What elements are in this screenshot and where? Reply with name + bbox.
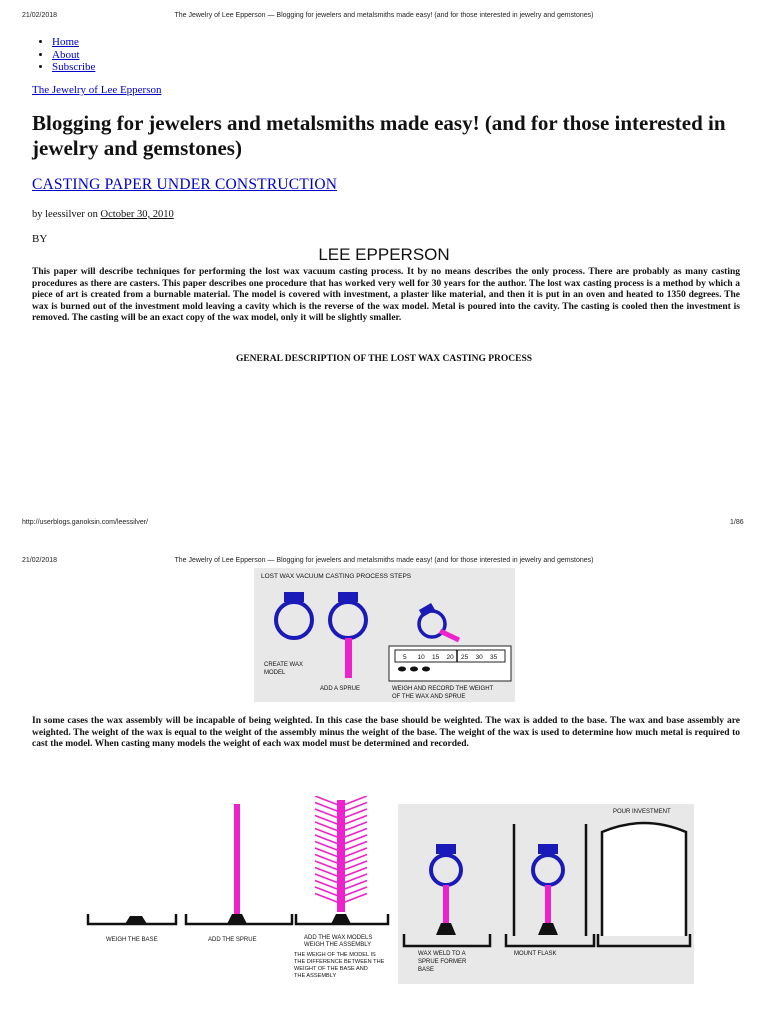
note-line2: THE DIFFERENCE BETWEEN THE [294, 959, 385, 965]
scale-mark: 15 [432, 654, 440, 661]
caption-add-sprue: ADD THE SPRUE [208, 937, 257, 943]
scale-mark: 10 [417, 654, 425, 661]
by-label: BY [32, 233, 48, 245]
site-title-link[interactable]: The Jewelry of Lee Epperson [32, 84, 162, 96]
base-1-icon [125, 916, 147, 924]
site-nav [38, 36, 95, 74]
print-date-2: 21/02/2018 [22, 557, 58, 564]
nav-item-about [52, 49, 95, 62]
nav-link-home[interactable]: Home [52, 36, 79, 48]
post-date-link[interactable]: October 30, 2010 [100, 209, 174, 220]
base-3-icon [331, 914, 351, 924]
scale-mark: 35 [490, 654, 498, 661]
section-heading: GENERAL DESCRIPTION OF THE LOST WAX CASTING PROCESS [235, 354, 533, 364]
investment-figure [398, 804, 694, 984]
caption-sprue: ADD A SPRUE [320, 686, 361, 692]
scale-mark: 5 [403, 654, 407, 661]
sprue-icon [234, 804, 240, 914]
page-number: 1/86 [730, 519, 744, 526]
caption-weigh-line1: WEIGH AND RECORD THE WEIGHT [392, 686, 494, 692]
byline [32, 209, 174, 220]
caption-weigh-base: WEIGH THE BASE [106, 937, 158, 943]
caption-wax-line2: SPRUE FORMER [418, 959, 467, 965]
scale-mark: 25 [461, 654, 469, 661]
caption-create-line2: MODEL [264, 670, 286, 676]
nav-item-home [52, 36, 95, 49]
site-description: Blogging for jewelers and metalsmiths made easy! (and for those interested in jewelry and gemstones) [32, 111, 726, 160]
weighing-figure [82, 796, 392, 986]
print-title: The Jewelry of Lee Epperson — Blogging for jewelers and metalsmiths made easy! (and for those interested in jewelry and gemstones) [174, 12, 594, 19]
author-name: LEE EPPERSON [318, 245, 450, 264]
caption-pour-investment: POUR INVESTMENT [613, 809, 671, 815]
caption-mount-flask: MOUNT FLASK [514, 951, 557, 957]
caption-add-models-line2: WEIGH THE ASSEMBLY [304, 942, 372, 948]
caption-wax-line1: WAX WELD TO A [418, 951, 466, 957]
note-line3: WEIGHT OF THE BASE AND [294, 966, 368, 972]
scale-mark: 30 [475, 654, 483, 661]
weighting-paragraph: In some cases the wax assembly will be incapable of being weighted. In this case the base should be weighted. The wax is added to the base. The wax and base assembly are weighted. The weight of the wax is equal to the weight of the assembly minus the weight of the base. The weight of the wax is used to determine how much metal is required to cast the model. When casting many models the weight of each wax model must be determined and recorded. [32, 716, 740, 749]
scale-mark: 20 [446, 654, 454, 661]
invested-flask-icon [602, 823, 686, 936]
post-title-link[interactable]: CASTING PAPER UNDER CONSTRUCTION [32, 176, 338, 193]
print-title-2: The Jewelry of Lee Epperson — Blogging for jewelers and metalsmiths made easy! (and for those interested in jewelry and gemstones) [174, 557, 594, 564]
caption-wax-line3: BASE [418, 967, 435, 973]
figure-title: LOST WAX VACUUM CASTING PROCESS STEPS [261, 573, 412, 580]
scale-icon [389, 646, 511, 681]
base-2-icon [227, 914, 247, 924]
note-line1: THE WEIGH OF THE MODEL IS [294, 952, 376, 958]
note-line4: THE ASSEMBLY [294, 973, 337, 979]
wax-tree-icon [315, 796, 367, 912]
nav-link-about[interactable]: About [52, 48, 80, 61]
print-date: 21/02/2018 [22, 12, 58, 19]
casting-steps-figure [254, 568, 515, 702]
byline-prefix: by leessilver on [32, 209, 98, 220]
footer-url: http://userblogs.ganoksin.com/leessilver/ [22, 519, 149, 526]
caption-add-models-line1: ADD THE WAX MODELS [304, 935, 373, 941]
figure-panel [254, 568, 515, 702]
caption-weigh-line2: OF THE WAX AND SPRUE [392, 694, 466, 700]
nav-item-subscribe [52, 61, 95, 74]
post-title [32, 176, 337, 194]
nav-link-subscribe[interactable]: Subscribe [52, 61, 96, 73]
caption-create-line1: CREATE WAX [264, 662, 304, 668]
intro-paragraph: This paper will describe techniques for performing the lost wax vacuum casting process. It by no means describes the only process. There are probably as many casting procedures as there are casters. This paper describes one procedure that has worked very well for 30 years for the author. The lost wax casting process is a method by which a piece of art is created from a burnable material. The model is covered with investment, a plaster like material, and then it is put in an oven and heated to 1350 degrees. The wax is burned out of the investment mold leaving a cavity which is the reverse of the wax model. Metal is poured into the cavity. The casting is cooled then the investment is removed. The casting will be an exact copy of the wax model, only it will be slightly smaller. [32, 267, 740, 323]
